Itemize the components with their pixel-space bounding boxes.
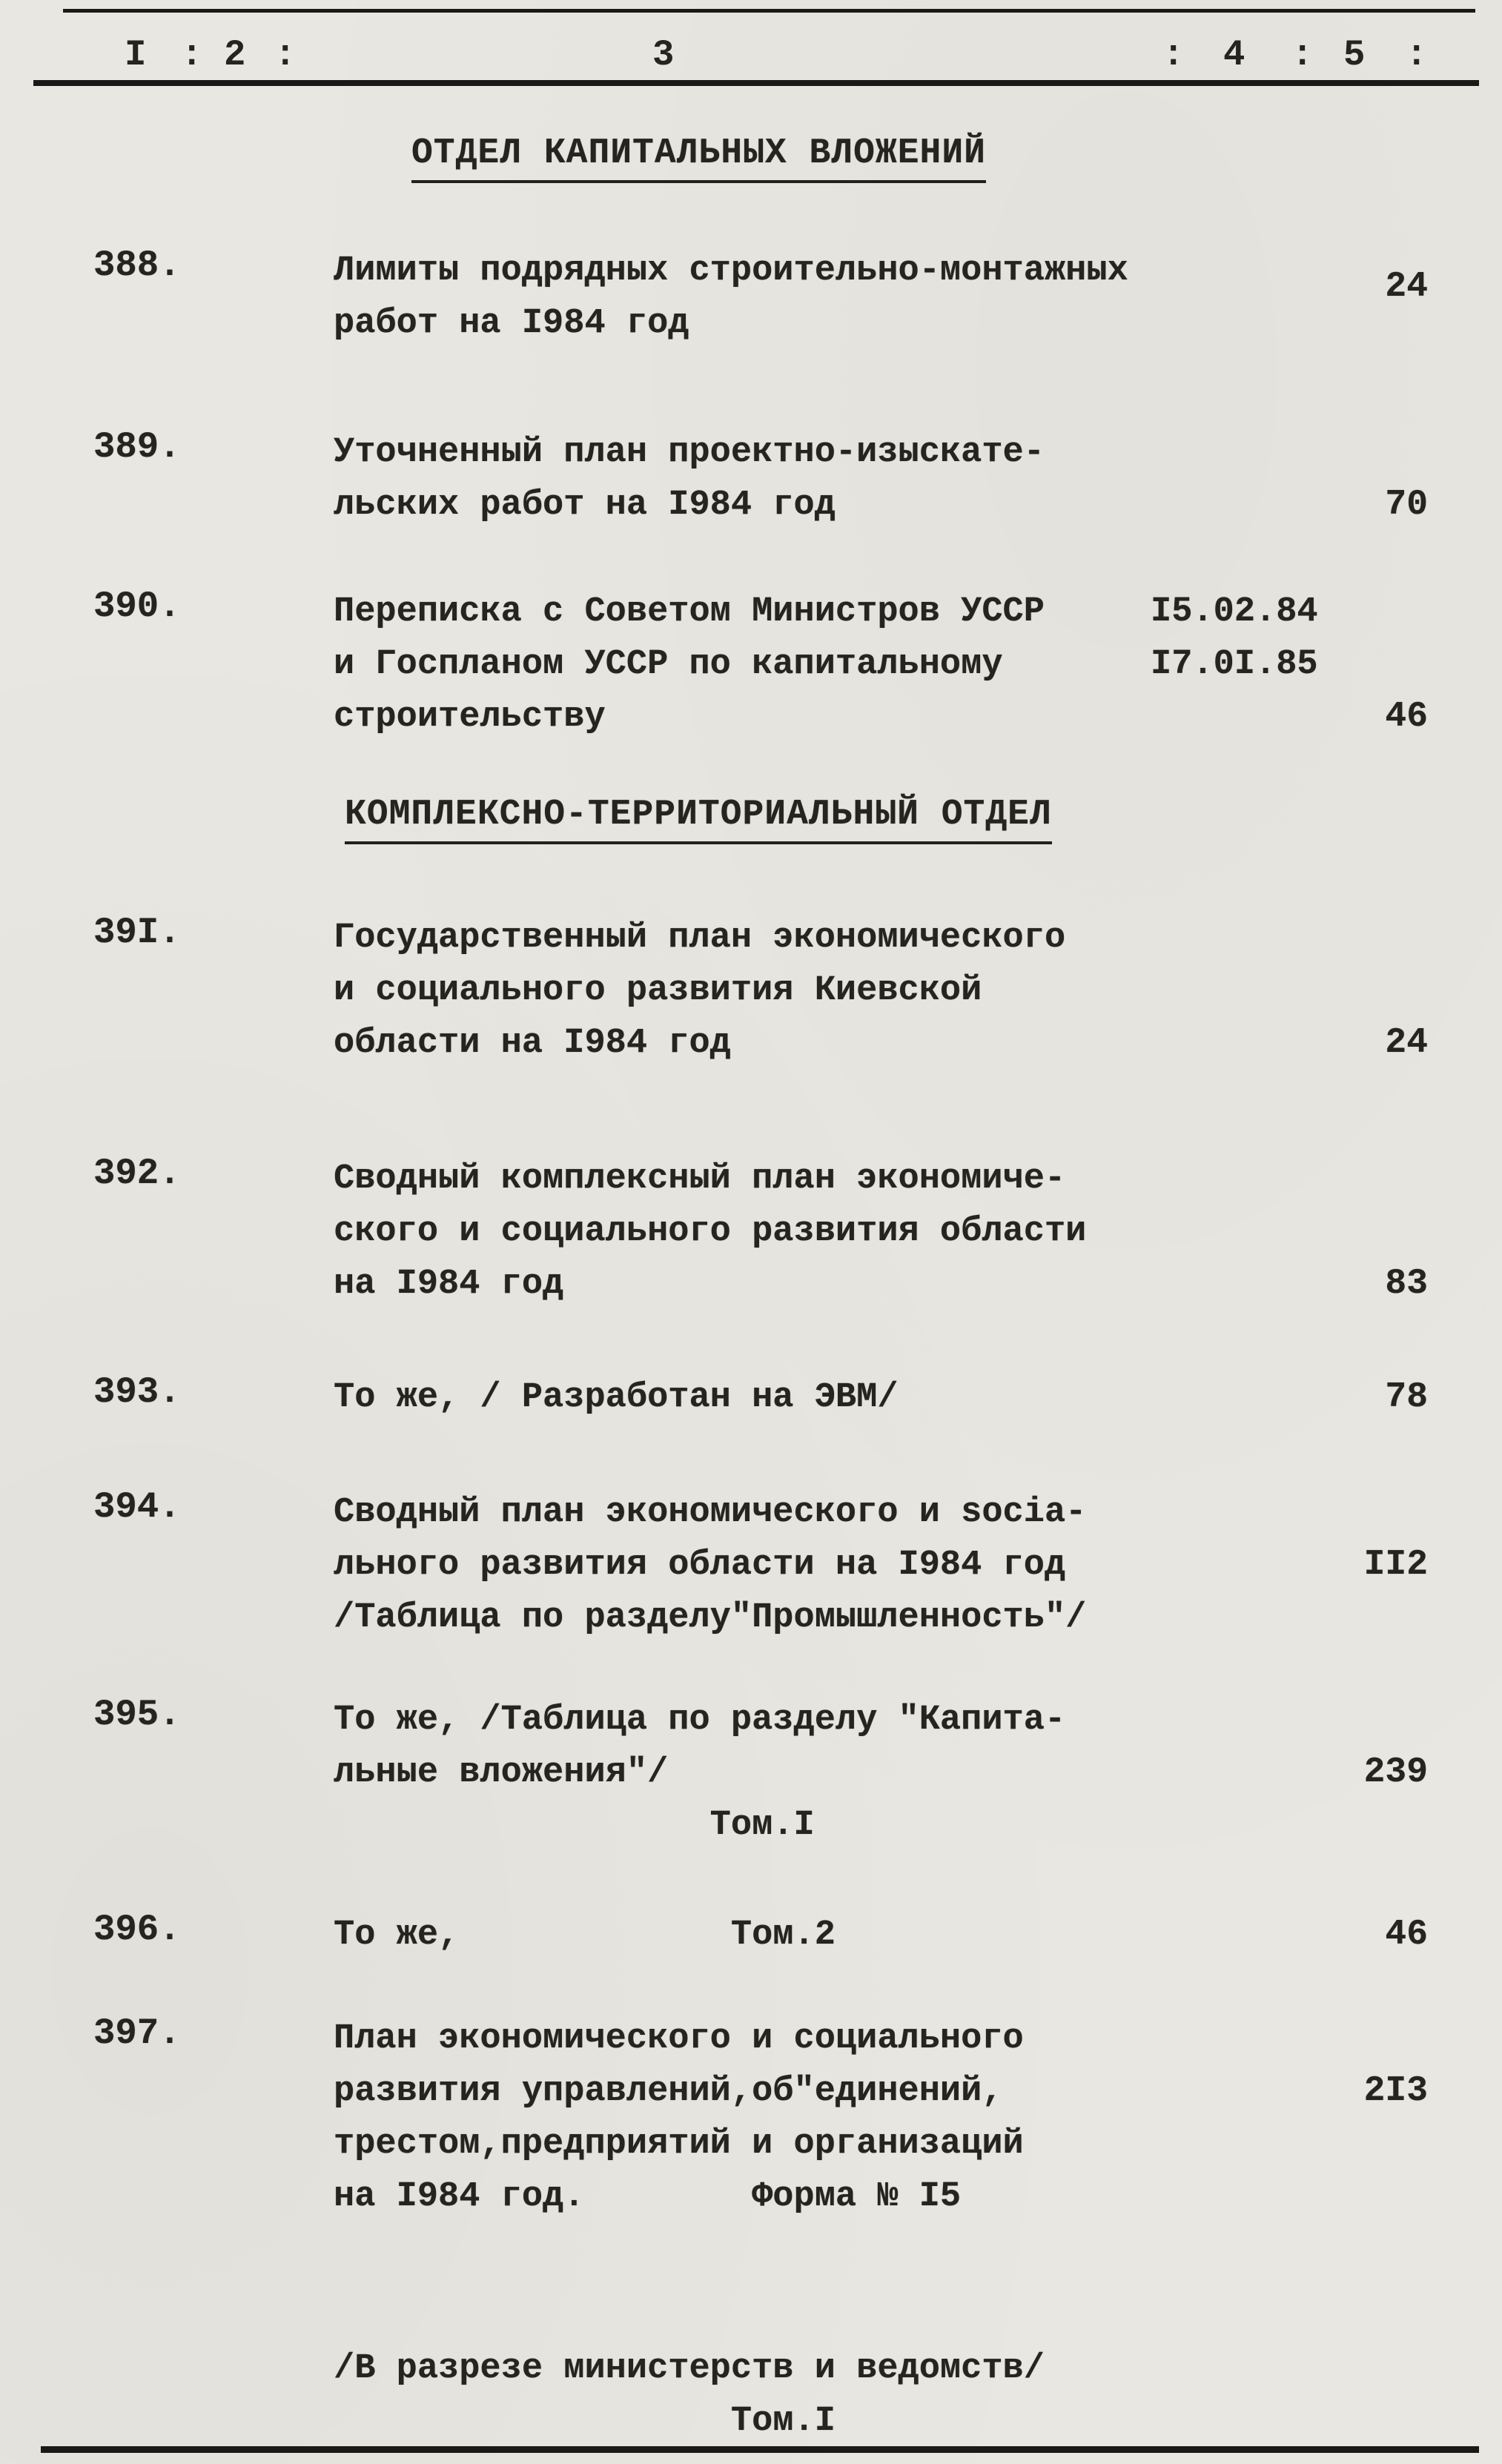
entry-number: 397.	[93, 2013, 181, 2054]
entry-line: развития управлений,об"единений,	[334, 2072, 1003, 2111]
footer-text	[334, 2342, 1171, 2448]
entry-line: То же, Том.2	[334, 1915, 836, 1955]
entry-number: 389.	[93, 426, 181, 468]
entry-text	[334, 245, 1171, 350]
entry-number: 394.	[93, 1486, 181, 1528]
entry-pages: 239	[1363, 1752, 1428, 1792]
entry-text	[334, 1486, 1171, 1644]
date-line: I5.02.84	[1151, 592, 1318, 632]
entry-line: То же, / Разработан на ЭВМ/	[334, 1378, 899, 1417]
entry-line: области на I984 год	[334, 1024, 731, 1063]
header-rule	[33, 80, 1479, 86]
column-header-token: 5	[1343, 34, 1366, 76]
entry-text	[334, 586, 1171, 743]
section-title-complex-territorial: КОМПЛЕКСНО-ТЕРРИТОРИАЛЬНЫЙ ОТДЕЛ	[345, 795, 1052, 844]
entry-pages: 24	[1385, 267, 1428, 307]
entry-line: льских работ на I984 год	[334, 486, 836, 525]
entry-text	[334, 1153, 1171, 1311]
entry-pages: 46	[1385, 697, 1428, 737]
entry-pages: 70	[1385, 485, 1428, 525]
bottom-rule	[41, 2446, 1479, 2453]
entry-line: льного развития области на I984 год	[334, 1546, 1066, 1585]
entry-line: на I984 год	[334, 1265, 564, 1304]
entry-line: План экономического и социального	[334, 2019, 1024, 2059]
entry-line: Сводный план экономического и socia-	[334, 1493, 1087, 1532]
entry-line: Государственный план экономического	[334, 918, 1066, 958]
entry-pages: 83	[1385, 1264, 1428, 1304]
column-header-token: :	[181, 34, 203, 76]
entry-text	[334, 426, 1171, 531]
column-header-token: 2	[224, 34, 246, 76]
entry-line: и Госпланом УССР по капитальному	[334, 645, 1003, 684]
column-header-token: :	[274, 34, 297, 76]
entry-text	[334, 912, 1171, 1070]
entry-text	[334, 1694, 1171, 1852]
entry-line: Сводный комплексный план экономиче-	[334, 1159, 1066, 1199]
entry-line: трестом,предприятий и организаций	[334, 2124, 1024, 2164]
column-header-token: 4	[1223, 34, 1245, 76]
footer-line: Том.I	[334, 2402, 836, 2441]
entry-line: Уточненный план проектно-изыскате-	[334, 433, 1045, 472]
entry-number: 390.	[93, 586, 181, 627]
entry-pages: 24	[1385, 1023, 1428, 1063]
entry-line: Том.I	[334, 1806, 815, 1845]
date-line: I7.0I.85	[1151, 645, 1318, 684]
entry-pages: II2	[1363, 1545, 1428, 1585]
entry-text	[334, 1371, 1171, 1424]
entry-number: 393.	[93, 1371, 181, 1413]
entry-number: 395.	[93, 1694, 181, 1735]
section-title-capital-investments: ОТДЕЛ КАПИТАЛЬНЫХ ВЛОЖЕНИЙ	[411, 133, 986, 183]
entry-text	[334, 2013, 1171, 2223]
top-rule	[63, 9, 1475, 13]
entry-number: 392.	[93, 1153, 181, 1194]
entry-text	[334, 1909, 1171, 1961]
entry-line: льные вложения"/	[334, 1753, 669, 1792]
column-header-token: :	[1406, 34, 1428, 76]
entry-line: То же, /Таблица по разделу "Капита-	[334, 1700, 1066, 1740]
entry-dates	[1151, 586, 1318, 691]
entry-pages: 46	[1385, 1915, 1428, 1955]
footer-line: /В разрезе министерств и ведомств/	[334, 2349, 1045, 2388]
entry-number: 39I.	[93, 912, 181, 953]
entry-number: 396.	[93, 1909, 181, 1950]
entry-line: Лимиты подрядных строительно-монтажных	[334, 251, 1128, 291]
column-header-token: :	[1162, 34, 1185, 76]
entry-line: строительству	[334, 698, 606, 737]
entry-line: и социального развития Киевской	[334, 971, 982, 1010]
column-header-token: I	[125, 34, 147, 76]
column-header-token: :	[1291, 34, 1314, 76]
entry-line: ского и социального развития области	[334, 1212, 1087, 1251]
column-header-token: 3	[652, 34, 675, 76]
entry-line: /Таблица по разделу"Промышленность"/	[334, 1598, 1087, 1637]
entry-pages: 2I3	[1363, 2071, 1428, 2111]
entry-line: на I984 год. Форма № I5	[334, 2177, 962, 2216]
entry-line: Переписка с Советом Министров УССР	[334, 592, 1045, 632]
entry-pages: 78	[1385, 1377, 1428, 1417]
entry-number: 388.	[93, 245, 181, 286]
entry-line: работ на I984 год	[334, 304, 689, 343]
